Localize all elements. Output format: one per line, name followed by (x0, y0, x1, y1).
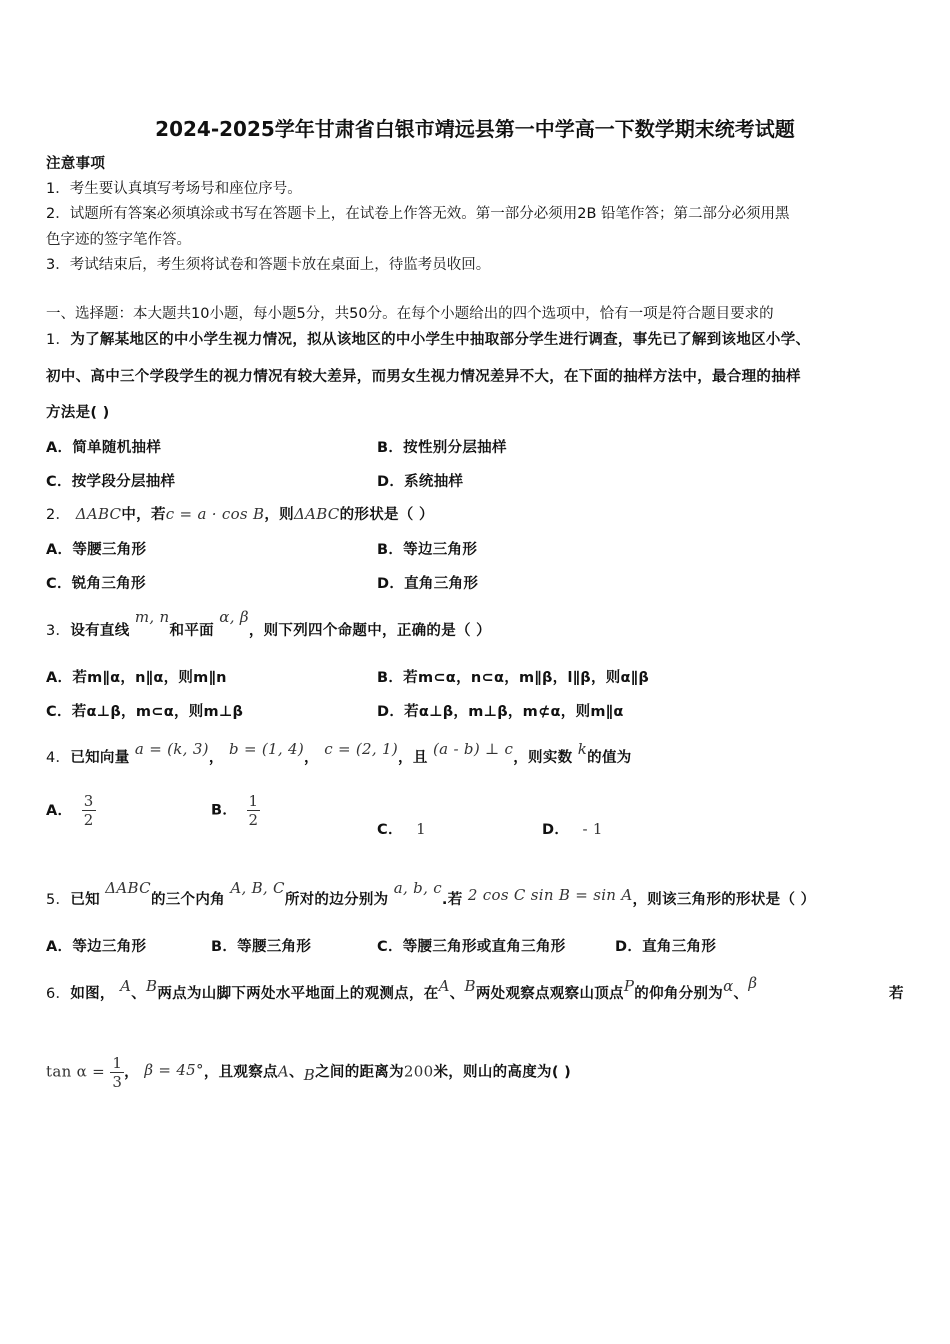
option-c: C．按学段分层抽样 (46, 474, 176, 490)
math-expression: k (577, 740, 588, 758)
question-text: 两处观察点观察山顶点 (475, 986, 624, 1002)
question-text: 和平面 (169, 623, 214, 639)
fraction (82, 792, 96, 829)
option-b: B．等腰三角形 (211, 939, 312, 955)
question-text: 为了解某地区的中小学生视力情况，拟从该地区的中小学生中抽取部分学生进行调查，事先已了解到该地区小学、 (70, 332, 811, 348)
question-number: 3． (46, 623, 71, 639)
option-a: A．简单随机抽样 (46, 440, 162, 456)
question-text: 中，若 (121, 507, 166, 523)
option-value: - 1 (582, 820, 603, 838)
question-text: ， (124, 1064, 139, 1081)
question-text: 所对的边分别为 (284, 892, 389, 908)
question-text: 如图， (70, 986, 115, 1002)
math-expression: 200 (403, 1062, 434, 1081)
option-d (542, 818, 603, 839)
question-6 (46, 974, 758, 1003)
question-text: 、 (131, 986, 147, 1002)
section-heading: 一、选择题：本大题共10小题，每小题5分，共50分。在每个小题给出的四个选项中，恰有一项是符合题目要求的 (46, 306, 774, 322)
math-expression: A (277, 1062, 289, 1081)
fraction-denominator: 2 (248, 811, 259, 829)
question-text: 两点为山脚下两处水平地面上的观测点，在 (157, 986, 439, 1002)
question-text: ，则 (264, 507, 294, 523)
fraction-numerator: 1 (248, 792, 259, 810)
math-expression: ΔABC (105, 879, 151, 897)
question-text: ，则该三角形的形状是（ ） (632, 892, 816, 908)
math-expression: A, B, C (230, 879, 285, 897)
question-text: ， (208, 750, 224, 766)
question-text: ，且观察点 (203, 1064, 278, 1081)
option-d: D．直角三角形 (615, 939, 717, 955)
question-number: 4． (46, 750, 71, 766)
math-expression: c = a · cos B (165, 505, 265, 523)
fraction-numerator: 1 (112, 1054, 123, 1072)
question-number: 5． (46, 892, 71, 908)
question-text: ， (304, 750, 319, 766)
question-text: ，则下列四个命题中，正确的是（ ） (248, 623, 491, 639)
question-number: 2． (46, 507, 71, 523)
question-text: 已知向量 (70, 750, 130, 766)
question-text: 若 (889, 986, 904, 1002)
option-label: D． (542, 822, 570, 838)
math-expression: α (723, 977, 734, 995)
option-a: A．等边三角形 (46, 939, 147, 955)
math-expression: tan α = (46, 1062, 105, 1081)
fraction-denominator: 3 (112, 1073, 123, 1091)
question-text: ，则实数 (513, 750, 573, 766)
question-number: 1． (46, 332, 71, 348)
option-label: B． (211, 802, 238, 819)
fraction (110, 1054, 124, 1091)
option-d: D．系统抽样 (377, 474, 464, 490)
fraction-numerator: 3 (83, 792, 94, 810)
math-expression: m, n (134, 608, 170, 626)
question-text: 、 (449, 986, 465, 1002)
question-2 (46, 503, 434, 524)
math-expression: a, b, c (393, 879, 442, 897)
question-text: ，且 (398, 750, 428, 766)
math-expression: β = 45° (144, 1060, 204, 1079)
math-expression: 2 cos C sin B = sin A (467, 886, 633, 904)
math-expression: B (464, 977, 476, 995)
option-b: B．按性别分层抽样 (377, 440, 507, 456)
option-b: B．若m⊂α，n⊂α，m∥β，l∥β，则α∥β (377, 670, 650, 686)
question-number: 6． (46, 986, 71, 1002)
math-expression: b = (1, 4) (228, 740, 305, 758)
math-expression: A (120, 977, 132, 995)
option-c (377, 818, 426, 839)
math-expression: (a - b) ⊥ c (433, 740, 514, 758)
question-3 (46, 608, 491, 640)
option-b (211, 792, 260, 829)
question-text: 米，则山的高度为( ) (433, 1064, 572, 1081)
question-5 (46, 879, 816, 909)
option-label: C． (377, 822, 403, 838)
math-expression: a = (k, 3) (134, 740, 209, 758)
question-6-continued (46, 1054, 571, 1091)
math-expression: ΔABC (293, 505, 340, 523)
question-text: 、 (733, 986, 749, 1002)
option-d: D．直角三角形 (377, 576, 479, 592)
question-4 (46, 740, 632, 767)
fraction (247, 792, 261, 829)
option-label: A． (46, 802, 73, 819)
math-expression: β (748, 974, 758, 992)
option-a: A．等腰三角形 (46, 542, 147, 558)
math-expression: P (623, 977, 635, 995)
question-text: 、 (288, 1064, 304, 1081)
option-c: C．若α⊥β，m⊂α，则m⊥β (46, 704, 244, 720)
question-text: 之间的距离为 (315, 1064, 404, 1081)
option-value: 1 (416, 820, 426, 838)
option-a: A．若m∥α，n∥α，则m∥n (46, 670, 227, 686)
fraction-denominator: 2 (83, 811, 94, 829)
option-a (46, 792, 96, 829)
notice-item: 3．考试结束后，考生须将试卷和答题卡放在桌面上，待监考员收回。 (46, 257, 491, 273)
math-expression: c = (2, 1) (324, 740, 399, 758)
math-expression: ΔABC (75, 505, 122, 523)
option-c: C．等腰三角形或直角三角形 (377, 939, 566, 955)
notice-item: 1．考生要认真填写考场号和座位序号。 (46, 181, 302, 197)
option-b: B．等边三角形 (377, 542, 478, 558)
question-text: 的仰角分别为 (634, 986, 724, 1002)
notice-item: 2．试题所有答案必须填涂或书写在答题卡上，在试卷上作答无效。第一部分必须用2B 铅笔作答；第二部分必须用黑 (46, 206, 790, 222)
math-expression: B (146, 977, 158, 995)
question-text: 的值为 (587, 750, 632, 766)
question-text: 的三个内角 (150, 892, 225, 908)
notice-heading: 注意事项 (46, 156, 106, 172)
question-text: 的形状是（ ） (339, 507, 434, 523)
notice-item: 色字迹的签字笔作答。 (46, 232, 191, 248)
question-text: .若 (441, 892, 463, 908)
math-expression: B (303, 1065, 316, 1084)
question-text: 方法是( ) (46, 405, 110, 421)
option-d: D．若α⊥β，m⊥β，m⊄α，则m∥α (377, 704, 624, 720)
question-text: 已知 (70, 892, 100, 908)
question-text: 初中、高中三个学段学生的视力情况有较大差异，而男女生视力情况差异不大，在下面的抽样方法中，最合理的抽样 (46, 369, 801, 385)
math-expression: A (438, 977, 450, 995)
option-c: C．锐角三角形 (46, 576, 146, 592)
question-1 (46, 328, 810, 349)
page-title: 2024-2025学年甘肃省白银市靖远县第一中学高一下数学期末统考试题 (155, 117, 795, 141)
question-text: 设有直线 (70, 623, 130, 639)
math-expression: α, β (219, 608, 249, 626)
